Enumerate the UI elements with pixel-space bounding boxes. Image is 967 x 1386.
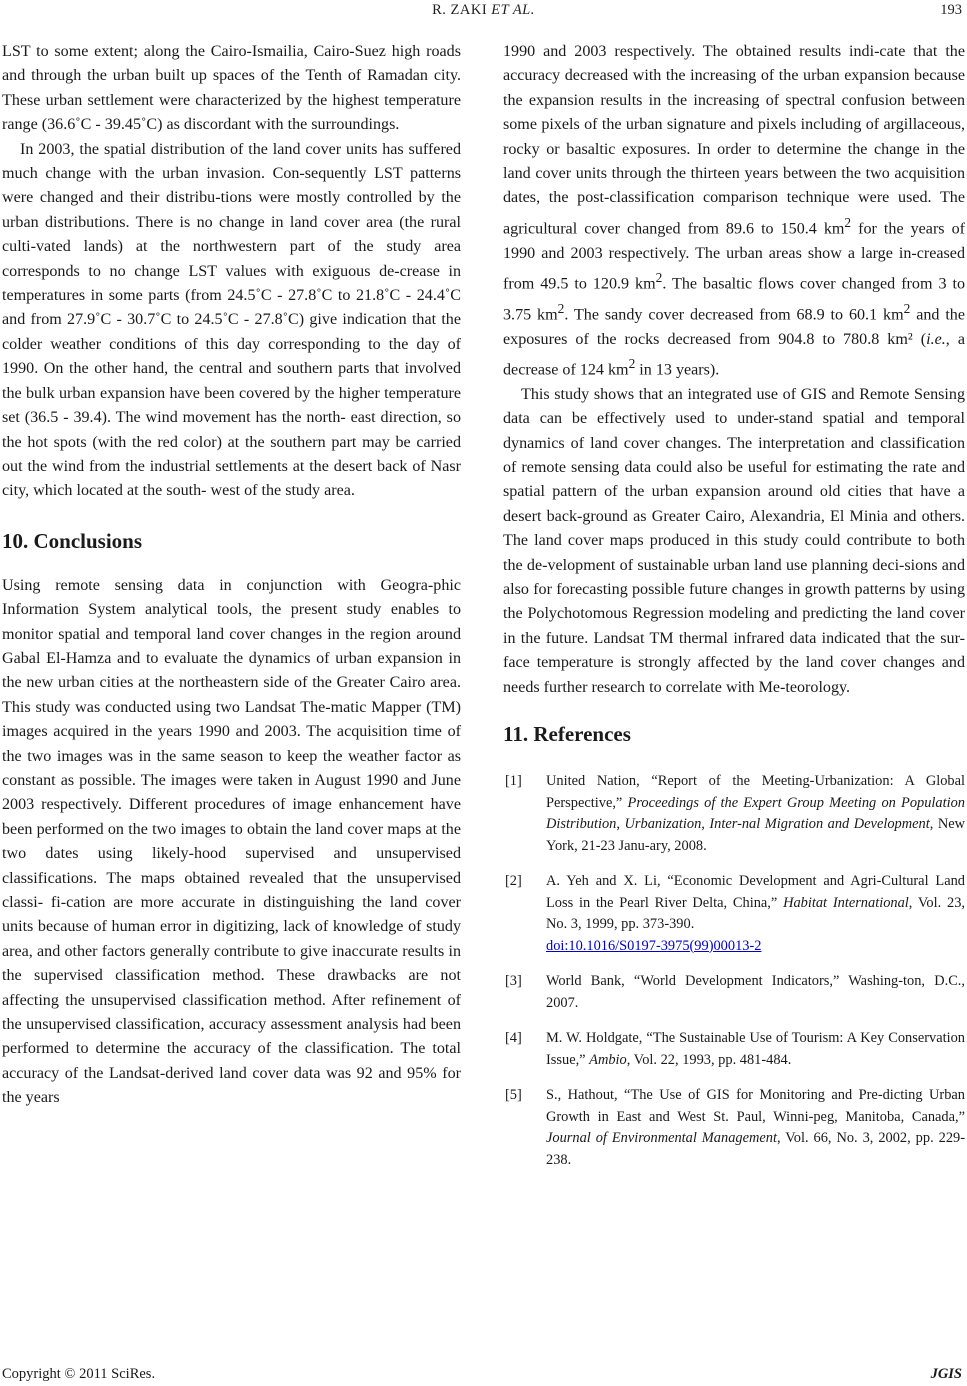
right-column bbox=[503, 40, 965, 1185]
reference-text: A. Yeh and X. Li, “Economic Development and Agri-Cultural Land Loss in the Pearl River Delta, China,” bbox=[546, 873, 965, 911]
reference-text: , Vol. 66, No. 3, 2002, pp. 229-238. bbox=[546, 1130, 965, 1168]
reference-item bbox=[503, 1085, 965, 1171]
paragraph-accuracy-results bbox=[503, 40, 965, 383]
authors-etal: ET AL. bbox=[491, 2, 535, 18]
text-run: . The basaltic flows cover changed from 3 to 3.75 km bbox=[503, 275, 965, 324]
references-heading: 11. References bbox=[503, 722, 631, 746]
reference-text: M. W. Holdgate, “The Sustainable Use of Tourism: A Key Conservation Issue,” bbox=[546, 1030, 965, 1068]
text-run: for the years of 1990 and 2003 respectively. The urban areas show a large in-creased from 49.5 to 120.9 km bbox=[503, 220, 965, 293]
reference-number: [4] bbox=[505, 1030, 522, 1046]
reference-italic: Journal of Environmental Management bbox=[546, 1130, 777, 1146]
ie-italic: i.e. bbox=[926, 330, 946, 348]
reference-text: , Vol. 23, No. 3, 1999, pp. 373-390. bbox=[546, 894, 965, 932]
reference-item bbox=[503, 771, 965, 857]
left-column bbox=[2, 40, 461, 1111]
journal-name: JGIS bbox=[930, 1366, 962, 1382]
superscript: 2 bbox=[628, 355, 636, 371]
paragraph-2003-distribution: In 2003, the spatial distribution of the land cover units has suffered much change with the urban invasion. Con-sequently LST patterns were changed and their distribu-tions were mostly controlled by the urban distributions. There is no change in land cover area (the rural culti-vated lands) at the northwestern part of the study area corresponds to no change LST values with exiguous de-crease in temperatures in some parts (from 24.5˚C - 27.8˚C to 21.8˚C - 24.4˚C and from 27.9˚C - 30.7˚C to 24.5˚C - 27.8˚C) give indication that the colder weather conditions of this day corresponding to the day of 1990. On the other hand, the central and southern parts that involved the bulk urban expansion have been covered by the higher temperature set (36.5 - 39.4). The wind movement has the north- east direction, so the hot spots (with the red color) at the southern part may be carried out the wind from the industrial settlements at the desert back of Nasr city, which located at the south- west of the study area. bbox=[2, 140, 461, 500]
reference-italic: Habitat International bbox=[783, 894, 909, 911]
paragraph-study-shows: This study shows that an integrated use of GIS and Remote Sensing data can be effectively used to under-stand spatial and temporal dynamics of land cover changes. The interpretation and classification of remote sensing data could also be useful for estimating the rate and spatial pattern of the urban expansion around old cities that have a desert back-ground as Greater Cairo, Alexandria, El Minia and others. The land cover maps produced in this study could contribute to both the de-velopment of sustainable urban land use planning deci-sions and also for forecasting possible future changes in growth patterns by using the Polychotomous Regression modeling and predicting the land cover in the future. Landsat TM thermal infrared data indicated that the sur-face temperature is strongly affected by the land cover changes and needs further research to correlate with Me-teorology. bbox=[503, 385, 965, 696]
reference-italic: Urbanization, Inter-nal Migration and Development bbox=[624, 816, 930, 832]
page-number: 193 bbox=[940, 2, 962, 18]
superscript: 2 bbox=[844, 214, 852, 230]
reference-italic: Ambio bbox=[589, 1051, 627, 1068]
paragraph-conclusions: Using remote sensing data in conjunction with Geogra-phic Information System analytical tools, the present study enables to monitor spatial and temporal land cover changes in the region around Gabal El-Hamza and to evaluate the dynamics of urban expansion in the new urban cities at the northeastern side of the Greater Cairo area. This study was conducted using two Landsat The-matic Mapper (TM) images acquired in the years 1990 and 2003. The acquisition time of the two images was in the same season to keep the weather factor as constant as possible. The images were taken in August 1990 and June 2003 respectively. Different procedures of image enhancement have been performed on the two images to obtain the land cover maps at the two dates using likely-hood supervised and unsupervised classifications. The maps obtained revealed that the unsupervised classi- fi-cation are more accurate in distinguishing the land cover units because of human error in digitizing, lack of knowledge of study area, and other factors generally contribute to give inaccurate results in the supervised classification method. These drawbacks are not affecting the unsupervised classification method. After refinement of the unsupervised classification, accuracy assessment analysis had been performed to determine the accuracy of the classification. The total accuracy of the Landsat-derived land cover data was 92 and 95% for the years bbox=[2, 576, 461, 1107]
text-run: , a decrease of 124 km bbox=[503, 330, 965, 379]
superscript: 2 bbox=[655, 270, 663, 286]
reference-text: , Vol. 22, 1993, pp. 481-484. bbox=[626, 1051, 792, 1068]
conclusions-heading: 10. Conclusions bbox=[2, 528, 143, 553]
reference-text: United Nation, “Report of the Meeting-Urbanization: A Global Perspective,” bbox=[546, 773, 965, 811]
reference-number: [2] bbox=[505, 873, 522, 889]
text-run: and the exposures of the rocks decreased from 904.8 to 780.8 km² ( bbox=[503, 306, 965, 348]
reference-list bbox=[503, 771, 965, 1171]
text-run: . The sandy cover decreased from 68.9 to 60.1 km bbox=[564, 306, 904, 324]
running-header-authors bbox=[0, 2, 967, 19]
copyright-notice: Copyright © 2011 SciRes. bbox=[2, 1366, 156, 1382]
reference-text: , New York, 21-23 Janu-ary, 2008. bbox=[546, 816, 965, 854]
reference-item bbox=[503, 871, 965, 957]
superscript: 2 bbox=[903, 300, 911, 316]
doi-link[interactable]: doi:10.1016/S0197-3975(99)00013-2 bbox=[546, 937, 762, 954]
authors-prefix: R. ZAKI bbox=[432, 2, 492, 18]
paragraph-lst-extent: LST to some extent; along the Cairo-Ismailia, Cairo-Suez high roads and through the urban built up spaces of the Tenth of Ramadan city. These urban settlement were characterized by the highest temperature range (36.6˚C - 39.45˚C) as discordant with the surroundings. bbox=[2, 43, 461, 134]
reference-item bbox=[503, 1028, 965, 1071]
text-run: 1990 and 2003 respectively. The obtained results indi-cate that the accuracy decreased with the increasing of the urban expansion because the expansion results in the increasing of spectral confusion between some pixels of the urban signature and pixels including of argillaceous, rocky or basaltic exposures. In order to determine the change in the land cover units through the thirteen years between the two acquisition dates, the post-classification comparison technique were used. The agricultural cover changed from 89.6 to 150.4 km bbox=[503, 43, 965, 238]
reference-text: World Bank, “World Development Indicators,” Washing-ton, D.C., 2007. bbox=[546, 973, 965, 1011]
superscript: 2 bbox=[557, 300, 565, 316]
reference-italic: Proceedings of the Expert Group Meeting on Population Distribution bbox=[546, 794, 965, 832]
running-header bbox=[0, 2, 967, 24]
reference-text: S., Hathout, “The Use of GIS for Monitoring and Pre-dicting Urban Growth in East and West St. Paul, Winni-peg, Manitoba, Canada,” bbox=[546, 1087, 965, 1125]
reference-item bbox=[503, 971, 965, 1014]
reference-number: [1] bbox=[505, 773, 522, 789]
reference-number: [3] bbox=[505, 973, 522, 989]
reference-number: [5] bbox=[505, 1087, 522, 1103]
reference-text: , bbox=[616, 816, 625, 832]
text-run: in 13 years). bbox=[635, 361, 720, 379]
